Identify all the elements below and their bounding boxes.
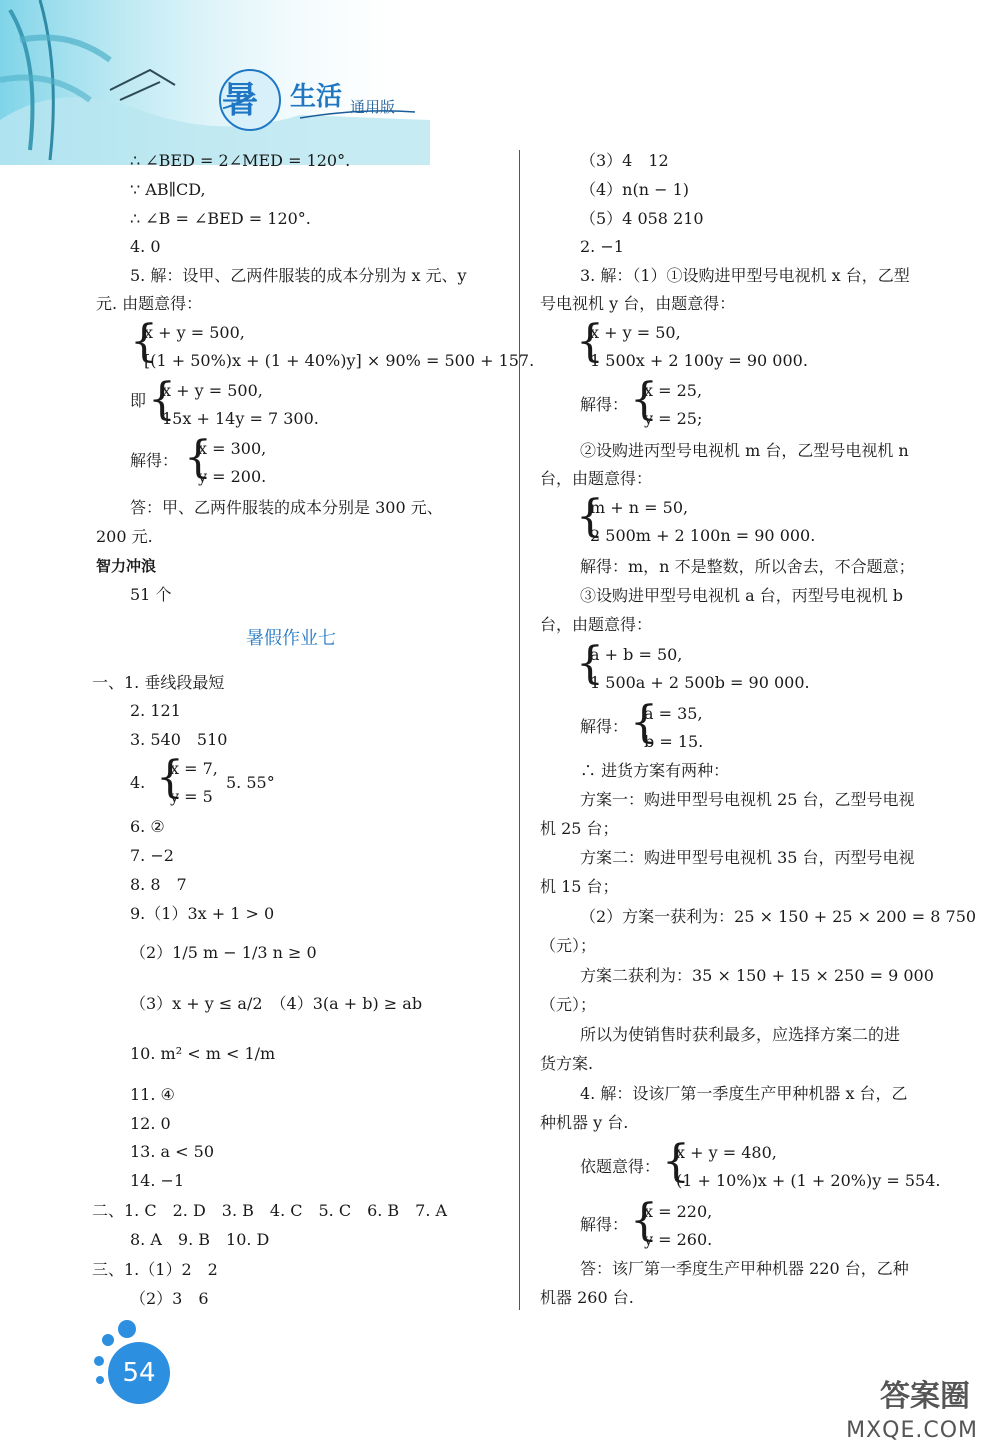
text-line: 机 15 台； xyxy=(540,877,619,896)
answer-line: 10. m² < m < 1/m xyxy=(130,1044,276,1063)
text-line: 3. 解：（1）①设购进甲型号电视机 x 台，乙型 xyxy=(580,266,910,285)
text-line: 解得： xyxy=(130,451,179,470)
text-line: 台，由题意得： xyxy=(540,469,653,488)
equation: y = 260. xyxy=(644,1230,713,1249)
brace: { xyxy=(576,316,604,367)
text-line: （2）方案一获利为：25 × 150 + 25 × 200 = 8 750 xyxy=(580,907,977,926)
text-line: 200 元. xyxy=(96,527,153,546)
text-line: 货方案. xyxy=(540,1054,594,1073)
watermark-logo: 答案圈 xyxy=(880,1379,970,1414)
answer-line: 12. 0 xyxy=(130,1114,171,1133)
text-line: 机器 260 台. xyxy=(540,1288,634,1307)
text-line: （元）； xyxy=(540,995,597,1014)
answer-line: （2）3 6 xyxy=(130,1289,209,1308)
decorative-dot xyxy=(118,1320,136,1338)
text-line: 方案二：购进甲型号电视机 35 台，丙型号电视 xyxy=(580,848,915,867)
answer-line: 11. ④ xyxy=(130,1085,175,1104)
section-heading: 智力冲浪 xyxy=(96,557,157,575)
answer-line: 3. 540 510 xyxy=(130,730,228,749)
brace: { xyxy=(630,1195,658,1246)
decorative-dot xyxy=(96,1376,104,1384)
equation: 15x + 14y = 7 300. xyxy=(162,409,319,428)
answer-line: 二、1. C 2. D 3. B 4. C 5. C 6. B 7. A xyxy=(92,1201,448,1220)
equation: 2 500m + 2 100n = 90 000. xyxy=(590,526,816,545)
text-line: （元）； xyxy=(540,936,597,955)
decorative-dot xyxy=(102,1334,114,1346)
brace: { xyxy=(156,752,184,803)
answer-line: 14. −1 xyxy=(130,1171,185,1190)
equation: x + y = 500, xyxy=(162,381,263,400)
watermark-url: MXQE.COM xyxy=(846,1418,978,1443)
equation: y = 25; xyxy=(644,409,703,428)
text-line: 5. 解：设甲、乙两件服装的成本分别为 x 元、y xyxy=(130,266,467,285)
text-line: 解得： xyxy=(580,395,629,414)
text-line: 答：甲、乙两件服装的成本分别是 300 元、 xyxy=(130,498,443,517)
answer-line: 一、1. 垂线段最短 xyxy=(92,673,225,692)
equation: y = 5 xyxy=(170,787,213,806)
text-line: ∴ 进货方案有两种： xyxy=(580,761,730,780)
answer-line: 三、1.（1）2 2 xyxy=(92,1260,218,1279)
logo-char-shenghuo: 生活 xyxy=(290,82,343,112)
text-line: 2. −1 xyxy=(580,237,624,256)
brace: { xyxy=(576,491,604,542)
brace: { xyxy=(630,374,658,425)
text-line: 号电视机 y 台，由题意得： xyxy=(540,294,736,313)
text-line: 种机器 y 台. xyxy=(540,1113,629,1132)
text-line: （5）4 058 210 xyxy=(580,209,704,228)
text-line: 方案二获利为：35 × 150 + 15 × 250 = 9 000 xyxy=(580,966,934,985)
equation: (1 + 10%)x + (1 + 20%)y = 554. xyxy=(676,1171,941,1190)
text-line: 解得：m，n 不是整数，所以舍去，不合题意； xyxy=(580,557,915,576)
answer-line: 6. ② xyxy=(130,817,165,836)
brace: { xyxy=(130,316,158,367)
equation: x + y = 50, xyxy=(590,323,681,342)
brace: { xyxy=(184,432,212,483)
equation: a = 35, xyxy=(644,704,703,723)
equation: 1 500a + 2 500b = 90 000. xyxy=(590,673,810,692)
edition-label: 通用版 xyxy=(350,98,396,116)
decorative-dot xyxy=(94,1356,104,1366)
text-line: 所以为使销售时获利最多，应选择方案二的进 xyxy=(580,1025,901,1044)
answer-line: 13. a < 50 xyxy=(130,1142,215,1161)
text-line: ∴ ∠BED = 2∠MED = 120°. xyxy=(130,151,351,170)
page-number-badge xyxy=(88,1320,188,1410)
answer-line: 2. 121 xyxy=(130,701,181,720)
brace: { xyxy=(148,374,176,425)
text-line: ③设购进甲型号电视机 a 台，丙型号电视机 b xyxy=(580,586,904,605)
brace: { xyxy=(662,1136,690,1187)
page-number: 54 xyxy=(108,1342,170,1404)
answer-line: （2）1/5 m − 1/3 n ≥ 0 xyxy=(130,943,317,962)
text-line: 解得： xyxy=(580,1215,629,1234)
answer-line: 4. xyxy=(130,773,146,792)
equation: 1 500x + 2 100y = 90 000. xyxy=(590,351,808,370)
equation: a + b = 50, xyxy=(590,645,683,664)
text-line: （4）n(n − 1) xyxy=(580,180,690,199)
text-line: 元. 由题意得： xyxy=(96,294,203,313)
brace: { xyxy=(630,697,658,748)
text-line: 解得： xyxy=(580,717,629,736)
text-line: 依题意得： xyxy=(580,1157,661,1176)
text-line: 即 xyxy=(130,391,147,410)
text-line: 51 个 xyxy=(130,585,172,604)
text-line: ∴ ∠B = ∠BED = 120°. xyxy=(130,209,311,228)
brace: { xyxy=(576,638,604,689)
equation: x + y = 500, xyxy=(144,323,245,342)
text-line: 方案一：购进甲型号电视机 25 台，乙型号电视 xyxy=(580,790,915,809)
equation: x = 25, xyxy=(644,381,703,400)
equation: x = 220, xyxy=(644,1202,713,1221)
section-title: 暑假作业七 xyxy=(246,628,336,649)
equation: b = 15. xyxy=(644,732,704,751)
text-line: 答：该厂第一季度生产甲种机器 220 台，乙种 xyxy=(580,1259,909,1278)
header-banner xyxy=(0,0,430,165)
answer-line: 9.（1）3x + 1 > 0 xyxy=(130,904,275,923)
equation: m + n = 50, xyxy=(590,498,689,517)
column-divider xyxy=(519,150,520,1310)
answer-line: 7. −2 xyxy=(130,846,174,865)
text-line: （3）4 12 xyxy=(580,151,669,170)
answer-line: 5. 55° xyxy=(226,773,275,792)
equation: x = 300, xyxy=(198,439,267,458)
equation: y = 200. xyxy=(198,467,267,486)
answer-line: （3）x + y ≤ a/2 （4）3(a + b) ≥ ab xyxy=(130,994,423,1013)
text-line: 台，由题意得： xyxy=(540,615,653,634)
text-line: 机 25 台； xyxy=(540,819,619,838)
text-line: ∵ AB∥CD, xyxy=(130,180,206,199)
landscape-illustration xyxy=(0,0,430,165)
equation: x + y = 480, xyxy=(676,1143,777,1162)
text-line: ②设购进丙型号电视机 m 台，乙型号电视机 n xyxy=(580,441,909,460)
answer-line: 8. A 9. B 10. D xyxy=(130,1230,270,1249)
equation: x = 7, xyxy=(170,759,218,778)
equation: [(1 + 50%)x + (1 + 40%)y] × 90% = 500 + 157. xyxy=(144,351,535,370)
text-line: 4. 0 xyxy=(130,237,161,256)
logo-char-shu: 暑 xyxy=(222,79,259,121)
answer-line: 8. 8 7 xyxy=(130,875,187,894)
text-line: 4. 解：设该厂第一季度生产甲种机器 x 台，乙 xyxy=(580,1084,908,1103)
